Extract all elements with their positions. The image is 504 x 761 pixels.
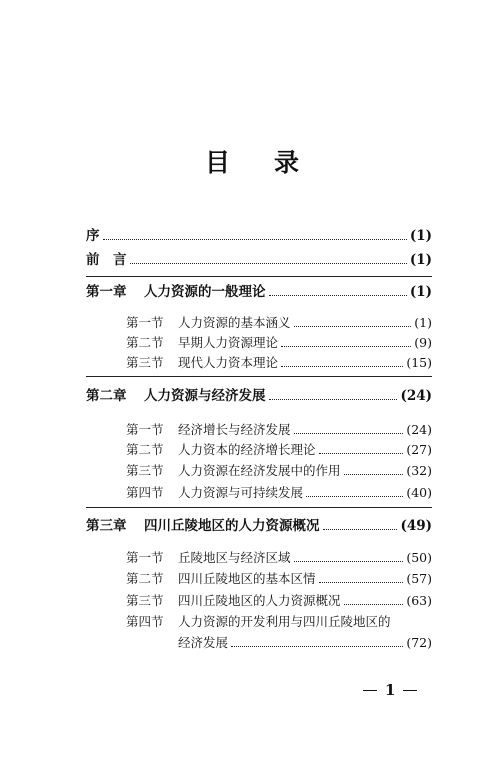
toc-chapter-1[interactable] (86, 284, 432, 300)
divider (86, 276, 432, 277)
chapter-number: 第一章 (86, 284, 127, 300)
dot-leader (294, 326, 412, 327)
chapter-title: 人力资源的一般理论 (144, 284, 266, 300)
toc-chapter-2[interactable] (86, 388, 432, 404)
section-title: 丘陵地区与经济区域 (178, 550, 291, 565)
toc-entry-label: 序 (86, 228, 100, 244)
section-title: 四川丘陵地区的基本区情 (178, 571, 316, 586)
toc-title-left: 目 (204, 148, 230, 177)
toc-entry-page: (1) (409, 252, 432, 268)
section-number: 第四节 (126, 485, 164, 500)
section-number: 第一节 (126, 550, 164, 565)
section-page: (9) (414, 335, 432, 350)
dash-left (363, 690, 377, 691)
section-page: (57) (406, 571, 432, 586)
section-number: 第四节 (126, 614, 164, 629)
section-title: 人力资本的经济增长理论 (178, 442, 316, 457)
toc-section-2-1[interactable] (126, 422, 432, 438)
toc-section-2-4[interactable] (126, 485, 432, 501)
section-number: 第二节 (126, 442, 164, 457)
chapter-page: (49) (400, 518, 432, 534)
section-number: 第三节 (126, 593, 164, 608)
dot-leader (319, 582, 404, 583)
dot-leader (130, 263, 407, 264)
dot-leader (294, 561, 404, 562)
dot-leader (103, 239, 407, 240)
toc-section-1-2[interactable] (126, 335, 432, 351)
toc-section-2-3[interactable] (126, 463, 432, 479)
divider (86, 376, 432, 377)
chapter-page: (24) (400, 388, 432, 404)
chapter-number: 第三章 (86, 518, 127, 534)
toc-chapter-3[interactable] (86, 518, 432, 534)
toc-section-1-1[interactable] (126, 315, 432, 331)
chapter-number: 第二章 (86, 388, 127, 404)
toc-section-3-4[interactable] (126, 614, 432, 630)
section-page: (1) (414, 315, 432, 330)
toc-title-right: 录 (274, 148, 300, 177)
dot-leader (269, 295, 407, 296)
section-number: 第二节 (126, 571, 164, 586)
chapter-title: 人力资源与经济发展 (144, 388, 266, 404)
section-title: 人力资源在经济发展中的作用 (178, 463, 341, 478)
section-number: 第三节 (126, 355, 164, 370)
toc-section-3-3[interactable] (126, 593, 432, 609)
section-number: 第一节 (126, 315, 164, 330)
section-page: (50) (406, 550, 432, 565)
toc-section-3-4-continued[interactable] (178, 635, 432, 651)
dot-leader (269, 399, 398, 400)
section-title: 经济增长与经济发展 (178, 422, 291, 437)
section-title: 人力资源的开发利用与四川丘陵地区的 (178, 614, 391, 629)
dot-leader (306, 496, 403, 497)
page-number-value: 1 (385, 681, 396, 699)
toc-section-3-2[interactable] (126, 571, 432, 587)
section-number: 第二节 (126, 335, 164, 350)
section-page: (40) (406, 485, 432, 500)
section-title: 人力资源的基本涵义 (178, 315, 291, 330)
section-title: 人力资源与可持续发展 (178, 485, 304, 500)
toc-title (0, 143, 504, 179)
dot-leader (344, 474, 404, 475)
toc-section-3-1[interactable] (126, 550, 432, 566)
dash-right (403, 690, 417, 691)
toc-entry-label: 前 言 (86, 252, 127, 268)
page-number (363, 681, 417, 699)
toc-entry-foreword[interactable] (86, 252, 432, 268)
section-page: (15) (406, 355, 432, 370)
section-title: 早期人力资源理论 (178, 335, 279, 350)
section-page: (32) (406, 463, 432, 478)
section-title: 现代人力资本理论 (178, 355, 279, 370)
section-number: 第三节 (126, 463, 164, 478)
section-page: (27) (406, 442, 432, 457)
dot-leader (323, 529, 398, 530)
chapter-page: (1) (409, 284, 432, 300)
toc-entry-preface[interactable] (86, 228, 432, 244)
dot-leader (294, 433, 404, 434)
toc-section-1-3[interactable] (126, 355, 432, 371)
section-title: 四川丘陵地区的人力资源概况 (178, 593, 341, 608)
section-number: 第一节 (126, 422, 164, 437)
section-title-continued: 经济发展 (178, 635, 229, 650)
toc-entry-page: (1) (409, 228, 432, 244)
dot-leader (319, 453, 404, 454)
section-page: (72) (406, 635, 432, 650)
chapter-title: 四川丘陵地区的人力资源概况 (144, 518, 320, 534)
toc-section-2-2[interactable] (126, 442, 432, 458)
dot-leader (281, 346, 411, 347)
section-page: (24) (406, 422, 432, 437)
dot-leader (231, 646, 403, 647)
section-page: (63) (406, 593, 432, 608)
dot-leader (344, 604, 404, 605)
divider (86, 507, 432, 508)
dot-leader (281, 366, 403, 367)
